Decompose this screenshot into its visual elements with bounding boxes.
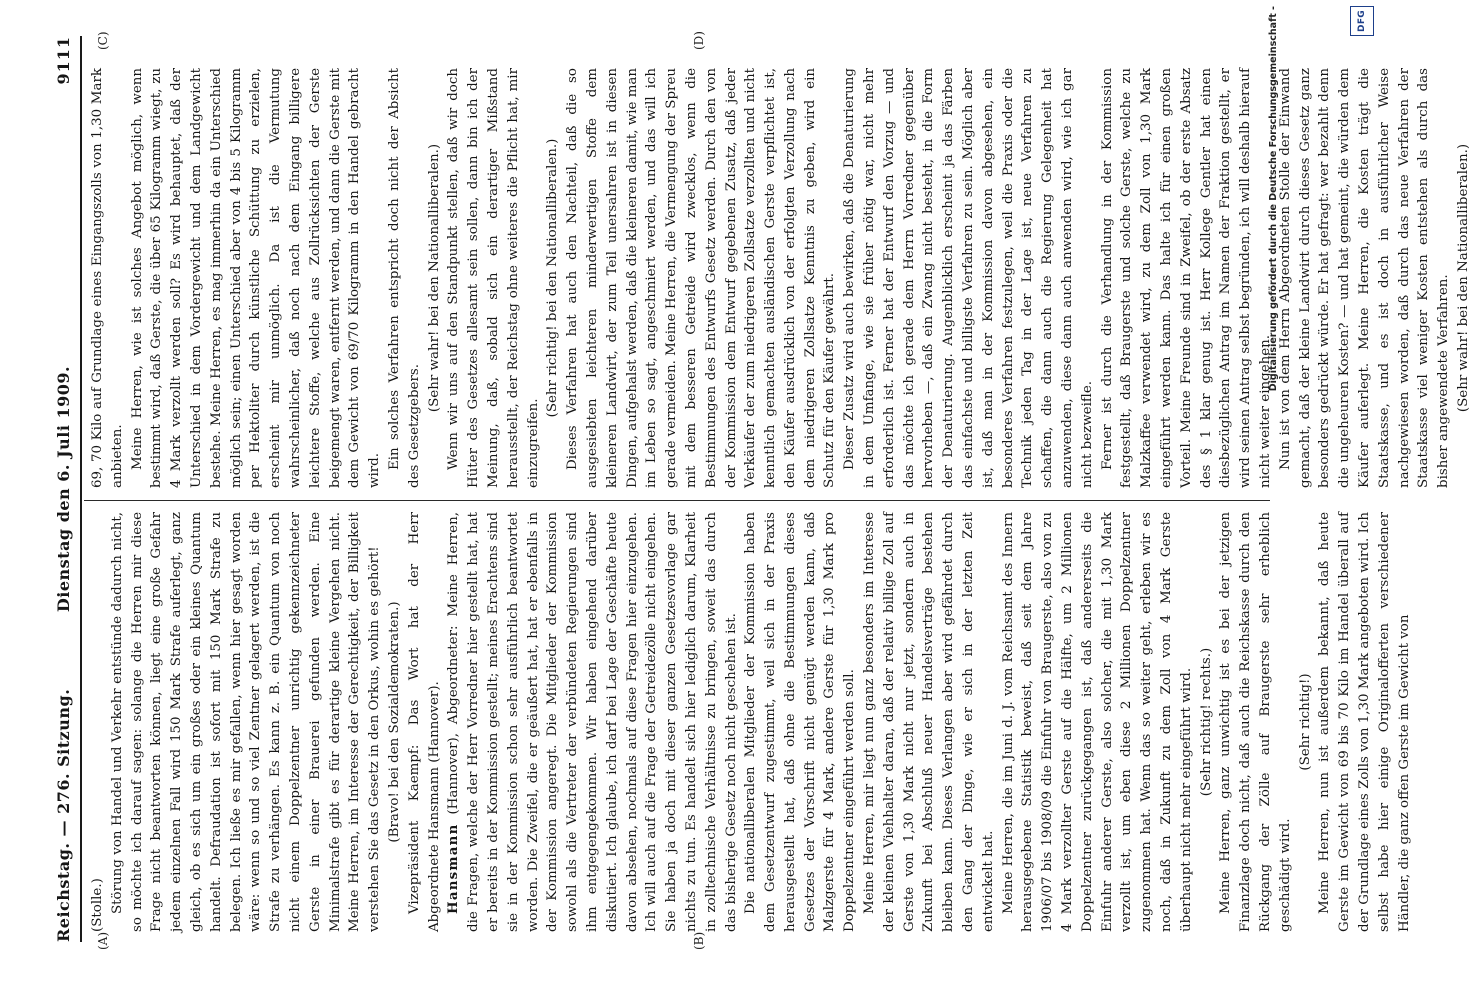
paragraph: Nun ist von dem Herrn Abgeordneten Stolle der Einwand gemacht, daß der kleine Landwirt durch dieses Gesetz ganz besonders gedrückt würde. Er hat gefragt: wer bezahlt denn die ungeheuren Kosten? — und hat gemeint, die würden dem Käufer auferlegt. Meine Herren, die Kosten trägt die Staatskasse, und es ist doch in ausführlicher Weise nachgewiesen worden, daß durch das neue Verfahren der Staatskasse viel weniger Kosten entstehen als durch das bisher angewendete Verfahren.	[1277, 68, 1452, 488]
left-text-column	[88, 512, 1412, 932]
paragraph: Dieses Verfahren hat auch den Nachteil, daß die so ausgesiebten leichteren minderwertigen Stoffe dem kleineren Landwirt, der zum Teil unersahren ist in diesen Dingen, aufgehalst werden, daß die kleineren damit, wie man im Leben so sagt, angeschmiert werden, und das will ich gerade vermeiden. Meine Herren, die Vermengung der Spreu mit dem besseren Getreide wird zwecklos, wenn die Bestimmungen des Entwurfs Gesetz werden. Durch den von der Kommission dem Entwurf gegebenen Zusatz, daß jeder Verkäufer der zum niedrigeren Zollsatze verzollten und nicht kenntlich gemachten ausländischen Gerste verpflichtet ist, den Käufer ausdrücklich von der erfolgten Verzollung nach dem niedrigeren Zollsatze Kenntnis zu geben, wird ein Schutz für den Käufer gewährt.	[565, 68, 838, 488]
paragraph: Ein solches Verfahren entspricht doch nicht der Absicht des Gesetzgebers.	[386, 68, 422, 488]
margin-marker-a: (A)	[96, 931, 110, 950]
paragraph: Störung von Handel und Verkehr entstünde dadurch nicht, so möchte ich darauf sagen: solange die Herren mir diese Frage nicht beantworten können, liegt eine große Gefahr jedem einzelnen Fall wird 150 Mark Strafe auferlegt, ganz gleich, ob es sich um ein großes oder ein kleines Quantum handelt. Defraudation ist sofort mit 150 Mark Strafe zu belegen. Ich ließe es mir gefallen, wenn hier gesagt worden wäre: wenn so und so viel Zentner gelagert werden, ist die Strafe zu verhängen. Es kann z. B. ein Quantum von noch nicht einem Doppelzentner unrichtig gekennzeichneter Gerste in einer Brauerei gefunden werden. Eine Minimalstrafe gibt es für derartige kleine Vergehen nicht. Meine Herren, im Interesse der Gerechtigkeit, der Billigkeit verstehen Sie das Gesetz in den Orkus, wohin es gehört!	[109, 512, 383, 932]
paragraph: Meine Herren, ganz unwichtig ist es bei der jetzigen Finanzlage doch nicht, daß auch die Reichskasse durch den Rückgang der Zölle auf Braugerste sehr erheblich geschädigt wird.	[1218, 512, 1293, 932]
paragraph: Meine Herren, wie ist solches Angebot möglich, wenn bestimmt wird, daß Gerste, die über 65 Kilogramm wiegt, zu 4 Mark verzollt werden soll? Es wird behauptet, daß der Unterschied in dem Vordergewicht und dem Landgewicht bestehe. Meine Herren, es mag immerhin da ein Unterschied möglich sein; einen Unterschied aber von 4 bis 5 Kilogramm per Hektoliter durch künstliche Schüttung zu erzielen, erscheint mir unmöglich. Da ist die Vermutung wahrscheinlicher, daß noch nach dem Eingang billigere leichtere Stoffe, welche aus Zollrücksichten der Gerste beigemengt waren, entfernt werden, und dann die Gerste mit dem Gewicht von 69/70 Kilogramm in den Handel gebracht wird.	[129, 68, 383, 488]
paragraph: Dieser Zusatz wird auch bewirken, daß die Denaturierung in dem Umfange, wie sie früher nötig war, nicht mehr erforderlich ist. Ferner hat der Entwurf den Vorzug — und das möchte ich gerade dem Herrn Vorredner gegenüber hervorheben —, daß ein Zwang nicht besteht, in die Form der Denaturierung. Augenblicklich erscheint ja das Färben das einfachste und billigste Verfahren zu sein. Möglich aber ist, daß man in der Kommission davon abgesehen, ein besonderes Verfahren festzulegen, weil die Praxis oder die Technik jeden Tag in der Lage ist, neue Verfahren zu schaffen, die dann auch die Regierung Gelegenheit hat anzuwenden, diese dann auch anwenden wird, wie ich gar nicht bezweifle.	[842, 68, 1095, 488]
paragraph: Meine Herren, mir liegt nun ganz besonders im Interesse der kleinen Viehhalter daran, daß der relativ billige Zoll auf Gerste von 1,30 Mark nicht nur jetzt, sondern auch in Zukunft bei Abschluß neuer Handelsverträge bestehen bleiben kann. Dieses Verlangen aber wird gefährdet durch den Gang der Dinge, wie er sich in der letzten Zeit entwickelt hat.	[862, 512, 996, 932]
margin-marker-b: (B)	[692, 931, 706, 950]
paragraph: Meine Herren, die im Juni d. J. vom Reichsamt des Innern herausgegebene Statistik beweist, daß seit dem Jahre 1906/07 bis 1908/09 die Einfuhr von Braugerste, also von zu 4 Mark verzollter Gerste auf die Hälfte, um 2 Millionen Doppelzentner zurückgegangen ist, daß andererseits die Einfuhr anderer Gerste, also solcher, die mit 1,30 Mark verzollt ist, um eben diese 2 Millionen Doppelzentner zugenommen hat. Wenn das so weiter geht, erleben wir es noch, daß in Zukunft zu dem Zoll von 4 Mark Gerste überhaupt nicht mehr eingeführt wird.	[1000, 512, 1194, 932]
paragraph: Die nationalliberalen Mitglieder der Kommission haben dem Gesetzentwurf zugestimmt, weil sich in der Praxis herausgestellt hat, daß ohne die Bestimmungen dieses Gesetzes der Vorschrift nicht genügt werden kann, daß Malzgerste für 4 Mark, andere Gerste für 1,30 Mark pro Doppelzentner eingeführt werden soll.	[743, 512, 858, 932]
margin-marker-c: (C)	[96, 31, 110, 50]
paragraph: Ferner ist durch die Verhandlung in der Kommission festgestellt, daß Braugerste und solche Gerste, welche zu Malzkaffee verwendet wird, zu dem Zoll von 1,30 Mark eingeführt werden kann. Das halte ich für einen großen Vorteil. Meine Freunde sind in Zweifel, ob der erste Absatz des § 1 klar genug ist. Herr Kollege Gentler hat einen diesbezüglichen Antrag im Namen der Fraktion gestellt, er wird seinen Antrag selbst begründen, ich will deshalb hierauf nicht weiter eingehen.	[1099, 68, 1274, 488]
interjection: (Bravo! bei den Sozialdemokraten.)	[386, 601, 402, 843]
dfg-logo: DFG	[1350, 6, 1374, 36]
interjection: (Sehr wahr! bei den Nationalliberalen.)	[1455, 143, 1471, 413]
speaker-continuation: (Stolle.)	[90, 878, 105, 932]
interjection: (Sehr wahr! bei den Nationalliberalen.)	[426, 143, 442, 413]
header-date: Dienstag den 6. Juli 1909.	[54, 365, 73, 613]
margin-marker-d: (D)	[692, 31, 706, 50]
interjection: (Sehr richtig! rechts.)	[1198, 647, 1214, 797]
paragraph: 69, 70 Kilo auf Grundlage eines Eingangszolls von 1,30 Mark anbieten.	[90, 68, 125, 488]
credit-text: Digitalisierung gefördert durch die Deutsche Forschungsgemeinschaft -	[1268, 6, 1279, 392]
page-number: 9111	[54, 36, 73, 85]
running-head	[54, 36, 80, 942]
paragraph-text: (Hannover), Abgeordneter: Meine Herren, die Fragen, welche der Herr Vorredner hier gestellt hat, hat er bereits in der Kommission gestellt; meines Erachtens sind sie in der Kommission schon sehr ausführlich beantwortet worden. Die Zweifel, die er geäußert hat, hat er ebenfalls in der Kommission angeregt. Die Mitglieder der Kommission sowohl als die Vertreter der verbündeten Regierungen sind ihm entgegengekommen. Wir haben eingehend darüber diskutiert. Ich glaube, ich darf bei Lage der Geschäfte heute davon absehen, nochmals auf diese Fragen hier einzugehen. Ich will auch auf die Frage der Getreidezölle nicht eingehen. Sie haben ja doch mit dieser ganzen Gesetzesvorlage gar nichts zu tun. Es handelt sich hier lediglich darum, Klarheit in zolltechnische Verhältnisse zu bringen, soweit das durch das bisherige Gesetz noch nicht geschehen ist.	[446, 512, 739, 932]
header-session: Reichstag. — 276. Sitzung.	[54, 688, 73, 942]
header-rule	[80, 36, 82, 942]
speaker-name: Hansmann	[445, 823, 462, 914]
interjection: (Sehr richtig!)	[1297, 673, 1313, 771]
paragraph-with-speaker	[444, 512, 741, 932]
interjection: (Sehr richtig! bei den Nationalliberalen.)	[545, 138, 561, 418]
paragraph: Vizepräsident Kaempf: Das Wort hat der Herr Abgeordnete Hansmann (Hannover).	[406, 512, 442, 932]
paragraph: Wenn wir uns auf den Standpunkt stellen, daß wir doch Hüter des Gesetzes allesamt sein sollen, dann bin ich der Meinung, daß, sobald sich ein derartiger Mißstand herausstellt, der Reichstag ohne weiteres die Pflicht hat, mir einzugreifen.	[446, 68, 541, 488]
paragraph: Meine Herren, nun ist außerdem bekannt, daß heute Gerste im Gewicht von 69 bis 70 Kilo im Handel überall auf der Grundlage eines Zolls von 1,30 Mark angeboten wird. Ich selbst habe hier einige Originalofferten verschiedener Händler, die ganz offen Gerste im Gewicht von	[1317, 512, 1412, 932]
column-divider	[84, 500, 1270, 501]
